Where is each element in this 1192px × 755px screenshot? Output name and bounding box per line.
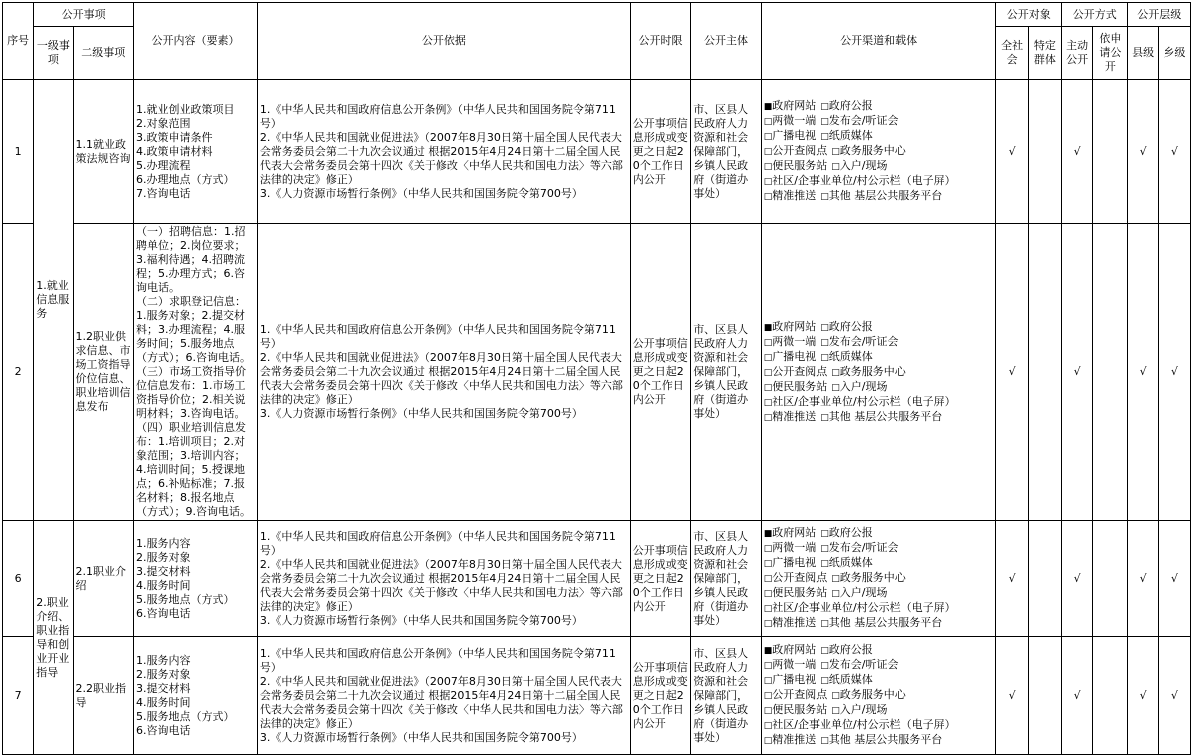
- check-target-specific: [1028, 521, 1061, 637]
- channel-label: 政府公报: [828, 319, 873, 333]
- unchecked-box-icon: □: [820, 117, 829, 127]
- channel-line: [764, 733, 994, 748]
- time-limit-cell: 公开事项信息形成或变更之日起20个工作日内公开: [630, 521, 690, 637]
- channel-label: 政务服务中心: [839, 364, 906, 378]
- unchecked-box-icon: □: [820, 646, 829, 656]
- checked-box-icon: ■: [763, 529, 773, 539]
- checked-box-icon: ■: [763, 646, 773, 656]
- row-seq: 6: [3, 521, 34, 637]
- row-seq: 7: [3, 637, 34, 755]
- header-level-county: 县级: [1128, 27, 1158, 80]
- unchecked-box-icon: □: [763, 177, 773, 187]
- channel-label: 政府网站: [772, 526, 817, 539]
- subject-cell: 市、区县人民政府人力资源和社会保障部门，乡镇人民政府（街道办事处）: [691, 224, 762, 521]
- check-target-all: √: [996, 80, 1028, 224]
- check-level-town: √: [1158, 80, 1190, 224]
- channel-label: 社区/企事业单位/村公示栏（电子屏）: [772, 601, 956, 614]
- check-target-all: √: [996, 637, 1028, 755]
- unchecked-box-icon: □: [831, 382, 840, 393]
- header-basis: 公开依据: [257, 3, 630, 80]
- channel-label: 精准推送: [772, 733, 817, 746]
- unchecked-box-icon: □: [763, 147, 773, 157]
- check-method-active: √: [1061, 80, 1092, 224]
- channel-label: 入户/现场: [839, 159, 888, 172]
- check-target-all: √: [996, 224, 1028, 521]
- check-target-specific: [1028, 637, 1061, 755]
- channel-label: 精准推送: [772, 616, 817, 629]
- channel-line: [764, 673, 994, 688]
- channel-label: 发布会/听证会: [828, 334, 899, 348]
- unchecked-box-icon: □: [763, 397, 773, 408]
- unchecked-box-icon: □: [763, 604, 773, 614]
- channel-line: [764, 335, 994, 350]
- channel-label: 纸质媒体: [828, 349, 873, 363]
- channel-label: 其他 基层公共服务平台: [828, 733, 943, 746]
- channel-label: 精准推送: [772, 409, 817, 423]
- basis-cell: 1.《中华人民共和国政府信息公开条例》（中华人民共和国国务院令第711号） 2.《中华人民共和国就业促进法》（2007年8月30日第十届全国人民代表大会常务委员会第二十九次会议通过 根据2015年4月24日第十二届全国人民代表大会常务委员会第十四次《关于修改〈中华人民共和国电力法〉等六部法律的决定》修正） 3.《人力资源市场暂行条例》（中华人民共和国国务院令第700号）: [257, 224, 630, 521]
- time-limit-cell: 公开事项信息形成或变更之日起20个工作日内公开: [630, 637, 690, 755]
- level1-item: 2.职业介绍、职业指导和创业开业指导: [34, 521, 73, 755]
- channel-label: 两微一端: [772, 334, 817, 348]
- unchecked-box-icon: □: [831, 147, 840, 157]
- header-subject: 公开主体: [691, 3, 762, 80]
- header-level1: 一级事项: [34, 27, 73, 80]
- unchecked-box-icon: □: [820, 132, 829, 142]
- unchecked-box-icon: □: [763, 661, 773, 671]
- header-method-active: 主动公开: [1061, 27, 1092, 80]
- channel-label: 便民服务站: [772, 703, 828, 716]
- channel-label: 公开查阅点: [772, 571, 828, 584]
- channel-label: 社区/企事业单位/村公示栏（电子屏）: [772, 718, 956, 731]
- unchecked-box-icon: □: [763, 706, 773, 716]
- check-level-county: √: [1128, 637, 1158, 755]
- header-level: 公开层级: [1128, 3, 1191, 27]
- channel-label: 政府公报: [828, 526, 873, 539]
- level2-item: 1.2职业供求信息、市场工资指导价位信息、职业培训信息发布: [73, 224, 133, 521]
- unchecked-box-icon: □: [831, 691, 840, 701]
- unchecked-box-icon: □: [763, 691, 773, 701]
- channel-label: 其他 基层公共服务平台: [828, 189, 943, 202]
- channel-label: 社区/企事业单位/村公示栏（电子屏）: [772, 174, 956, 187]
- unchecked-box-icon: □: [763, 192, 773, 202]
- unchecked-box-icon: □: [763, 412, 773, 423]
- unchecked-box-icon: □: [763, 367, 773, 378]
- unchecked-box-icon: □: [820, 544, 829, 554]
- check-method-apply: [1093, 637, 1128, 755]
- channel-line: [764, 144, 994, 159]
- channel-line: [764, 380, 994, 395]
- unchecked-box-icon: □: [763, 736, 773, 746]
- channel-label: 政府公报: [828, 99, 873, 112]
- disclosure-table: [2, 2, 1191, 755]
- table-row: [3, 637, 1191, 755]
- channel-label: 政府公报: [828, 643, 873, 656]
- channel-label: 广播电视: [772, 349, 817, 363]
- channel-line: [764, 174, 994, 189]
- unchecked-box-icon: □: [763, 544, 773, 554]
- level2-item: 1.1就业政策法规咨询: [73, 80, 133, 224]
- channel-label: 广播电视: [772, 556, 817, 569]
- content-cell: 1.服务内容 2.服务对象 3.提交材料 4.服务时间 5.服务地点（方式） 6.咨询电话: [133, 521, 257, 637]
- unchecked-box-icon: □: [831, 589, 840, 599]
- unchecked-box-icon: □: [763, 721, 773, 731]
- channel-label: 政府网站: [772, 319, 817, 333]
- check-target-specific: [1028, 80, 1061, 224]
- unchecked-box-icon: □: [820, 192, 829, 202]
- check-level-county: √: [1128, 224, 1158, 521]
- header-target-all: 全社会: [996, 27, 1028, 80]
- channel-label: 发布会/听证会: [828, 114, 899, 127]
- content-cell: 1.服务内容 2.服务对象 3.提交材料 4.服务时间 5.服务地点（方式） 6.咨询电话: [133, 637, 257, 755]
- channel-line: [764, 350, 994, 365]
- row-seq: 2: [3, 224, 34, 521]
- unchecked-box-icon: □: [820, 619, 829, 629]
- header-target-specific: 特定群体: [1028, 27, 1061, 80]
- row-seq: 1: [3, 80, 34, 224]
- check-method-active: √: [1061, 637, 1092, 755]
- channel-line: [764, 114, 994, 129]
- check-level-town: √: [1158, 224, 1190, 521]
- channel-label: 公开查阅点: [772, 364, 828, 378]
- basis-cell: 1.《中华人民共和国政府信息公开条例》（中华人民共和国国务院令第711号） 2.《中华人民共和国就业促进法》（2007年8月30日第十届全国人民代表大会常务委员会第二十九次会议通过 根据2015年4月24日第十二届全国人民代表大会常务委员会第十四次《关于修改〈中华人民共和国电力法〉等六部法律的决定》修正） 3.《人力资源市场暂行条例》（中华人民共和国国务院令第700号）: [257, 637, 630, 755]
- channel-label: 便民服务站: [772, 586, 828, 599]
- subject-cell: 市、区县人民政府人力资源和社会保障部门，乡镇人民政府（街道办事处）: [691, 521, 762, 637]
- channel-label: 两微一端: [772, 541, 817, 554]
- channels-cell: [761, 637, 996, 755]
- header-level2: 二级事项: [73, 27, 133, 80]
- unchecked-box-icon: □: [763, 676, 773, 686]
- unchecked-box-icon: □: [831, 162, 840, 172]
- check-level-town: √: [1158, 521, 1190, 637]
- channel-line: [764, 410, 994, 425]
- channel-line: [764, 365, 994, 380]
- unchecked-box-icon: □: [820, 352, 829, 363]
- subject-cell: 市、区县人民政府人力资源和社会保障部门，乡镇人民政府（街道办事处）: [691, 637, 762, 755]
- unchecked-box-icon: □: [820, 559, 829, 569]
- header-public-items: 公开事项: [34, 3, 134, 27]
- unchecked-box-icon: □: [820, 661, 829, 671]
- channel-line: [764, 703, 994, 718]
- channels-cell: [761, 80, 996, 224]
- channel-label: 纸质媒体: [828, 673, 873, 686]
- unchecked-box-icon: □: [820, 337, 829, 348]
- channel-label: 入户/现场: [839, 586, 888, 599]
- header-method: 公开方式: [1061, 3, 1128, 27]
- channel-label: 纸质媒体: [828, 129, 873, 142]
- table-row: [3, 80, 1191, 224]
- channel-label: 公开查阅点: [772, 688, 828, 701]
- channel-label: 社区/企事业单位/村公示栏（电子屏）: [772, 394, 956, 408]
- content-cell: 1.就业创业政策项目 2.对象范围 3.政策申请条件 4.政策申请材料 5.办理流程 6.办理地点（方式） 7.咨询电话: [133, 80, 257, 224]
- content-cell: （一）招聘信息：1.招聘单位；2.岗位要求；3.福利待遇；4.招聘流程；5.办理方式；6.咨询电话。 （二）求职登记信息：1.服务对象；2.提交材料；3.办理流程；4.服务时间；5.服务地点（方式）；6.咨询电话。 （三）市场工资指导价位信息发布：1.市场工资指导价位；2.相关说明材料；3.咨询电话。 （四）职业培训信息发布：1.培训项目；2.对象范围；3.培训内容；4.培训时间；5.授课地点；6.补贴标准；7.报名材料；8.报名地点（方式）；9.咨询电话。: [133, 224, 257, 521]
- channels-cell: [761, 224, 996, 521]
- channel-line: [764, 616, 994, 631]
- time-limit-cell: 公开事项信息形成或变更之日起20个工作日内公开: [630, 224, 690, 521]
- check-method-apply: [1093, 80, 1128, 224]
- channel-line: [764, 320, 994, 335]
- channel-line: [764, 643, 994, 658]
- basis-cell: 1.《中华人民共和国政府信息公开条例》（中华人民共和国国务院令第711号） 2.《中华人民共和国就业促进法》（2007年8月30日第十届全国人民代表大会常务委员会第二十九次会议通过 根据2015年4月24日第十二届全国人民代表大会常务委员会第十四次《关于修改〈中华人民共和国电力法〉等六部法律的决定》修正） 3.《人力资源市场暂行条例》（中华人民共和国国务院令第700号）: [257, 521, 630, 637]
- channel-label: 入户/现场: [839, 379, 888, 393]
- unchecked-box-icon: □: [763, 574, 773, 584]
- unchecked-box-icon: □: [763, 559, 773, 569]
- level2-item: 2.2职业指导: [73, 637, 133, 755]
- channel-label: 政务服务中心: [839, 144, 906, 157]
- unchecked-box-icon: □: [831, 367, 840, 378]
- table-row: [3, 521, 1191, 637]
- unchecked-box-icon: □: [763, 162, 773, 172]
- channel-line: [764, 688, 994, 703]
- check-level-county: √: [1128, 80, 1158, 224]
- channel-line: [764, 541, 994, 556]
- channel-label: 政务服务中心: [839, 571, 906, 584]
- header-row-1: [3, 3, 1191, 27]
- channel-line: [764, 159, 994, 174]
- time-limit-cell: 公开事项信息形成或变更之日起20个工作日内公开: [630, 80, 690, 224]
- header-content: 公开内容（要素）: [133, 3, 257, 80]
- channel-line: [764, 189, 994, 204]
- header-channels: 公开渠道和载体: [761, 3, 996, 80]
- level2-item: 2.1职业介绍: [73, 521, 133, 637]
- check-method-active: √: [1061, 521, 1092, 637]
- channel-line: [764, 129, 994, 144]
- channel-label: 广播电视: [772, 129, 817, 142]
- channel-line: [764, 526, 994, 541]
- unchecked-box-icon: □: [820, 676, 829, 686]
- unchecked-box-icon: □: [763, 337, 773, 348]
- unchecked-box-icon: □: [820, 322, 829, 333]
- header-time-limit: 公开时限: [630, 3, 690, 80]
- check-target-all: √: [996, 521, 1028, 637]
- unchecked-box-icon: □: [763, 117, 773, 127]
- channel-label: 两微一端: [772, 114, 817, 127]
- check-target-specific: [1028, 224, 1061, 521]
- channel-line: [764, 586, 994, 601]
- basis-cell: 1.《中华人民共和国政府信息公开条例》（中华人民共和国国务院令第711号） 2.《中华人民共和国就业促进法》（2007年8月30日第十届全国人民代表大会常务委员会第二十九次会议通过 根据2015年4月24日第十二届全国人民代表大会常务委员会第十四次《关于修改〈中华人民共和国电力法〉等六部法律的决定》修正） 3.《人力资源市场暂行条例》（中华人民共和国国务院令第700号）: [257, 80, 630, 224]
- unchecked-box-icon: □: [820, 736, 829, 746]
- header-method-apply: 依申请公开: [1093, 27, 1128, 80]
- check-level-town: √: [1158, 637, 1190, 755]
- channels-cell: [761, 521, 996, 637]
- header-seq: 序号: [3, 3, 34, 80]
- channel-line: [764, 99, 994, 114]
- unchecked-box-icon: □: [763, 132, 773, 142]
- channel-label: 两微一端: [772, 658, 817, 671]
- channel-line: [764, 395, 994, 410]
- channel-line: [764, 601, 994, 616]
- unchecked-box-icon: □: [763, 382, 773, 393]
- unchecked-box-icon: □: [763, 619, 773, 629]
- channel-line: [764, 571, 994, 586]
- channel-label: 政府网站: [772, 99, 817, 112]
- channel-label: 精准推送: [772, 189, 817, 202]
- channel-label: 便民服务站: [772, 379, 828, 393]
- channel-label: 入户/现场: [839, 703, 888, 716]
- header-target: 公开对象: [996, 3, 1061, 27]
- unchecked-box-icon: □: [763, 352, 773, 363]
- unchecked-box-icon: □: [820, 412, 829, 423]
- channel-line: [764, 556, 994, 571]
- channel-label: 其他 基层公共服务平台: [828, 616, 943, 629]
- table-row: [3, 224, 1191, 521]
- channel-label: 发布会/听证会: [828, 658, 899, 671]
- check-level-county: √: [1128, 521, 1158, 637]
- subject-cell: 市、区县人民政府人力资源和社会保障部门，乡镇人民政府（街道办事处）: [691, 80, 762, 224]
- channel-label: 纸质媒体: [828, 556, 873, 569]
- channel-label: 发布会/听证会: [828, 541, 899, 554]
- channel-label: 广播电视: [772, 673, 817, 686]
- unchecked-box-icon: □: [763, 589, 773, 599]
- channel-line: [764, 658, 994, 673]
- unchecked-box-icon: □: [831, 706, 840, 716]
- channel-label: 公开查阅点: [772, 144, 828, 157]
- check-method-active: √: [1061, 224, 1092, 521]
- check-method-apply: [1093, 224, 1128, 521]
- unchecked-box-icon: □: [831, 574, 840, 584]
- channel-label: 政府网站: [772, 643, 817, 656]
- channel-label: 政务服务中心: [839, 688, 906, 701]
- checked-box-icon: ■: [763, 322, 773, 333]
- checked-box-icon: ■: [763, 102, 773, 112]
- level1-item: 1.就业信息服务: [34, 80, 73, 521]
- unchecked-box-icon: □: [820, 529, 829, 539]
- channel-label: 其他 基层公共服务平台: [828, 409, 943, 423]
- check-method-apply: [1093, 521, 1128, 637]
- unchecked-box-icon: □: [820, 102, 829, 112]
- header-level-town: 乡级: [1158, 27, 1190, 80]
- channel-label: 便民服务站: [772, 159, 828, 172]
